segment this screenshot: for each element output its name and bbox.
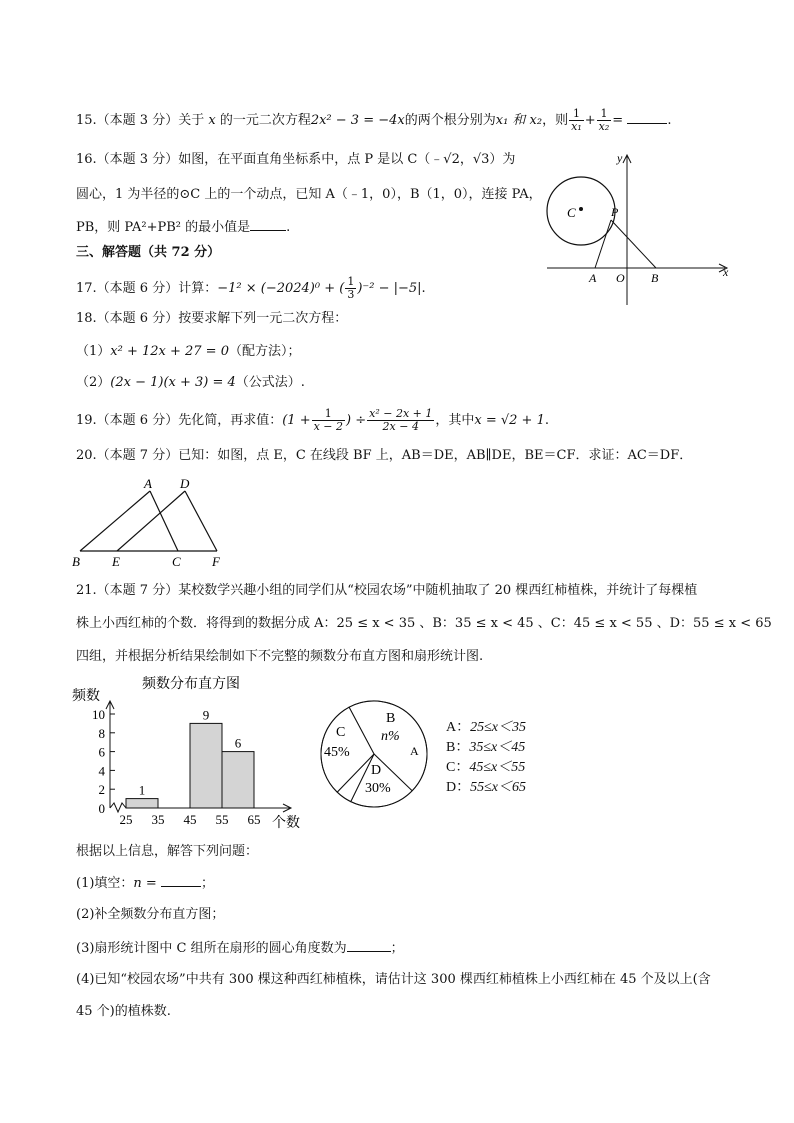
q21-line2: 株上小西红柿的个数．将得到的数据分成 A：25 ≤ x < 35 、B：35 ≤ x < 45 、C：45 ≤ x < 55 、D：55 ≤ x < 65 <box>76 616 772 631</box>
histogram-xtick-25: 25 <box>119 812 133 827</box>
histogram-ytick-8: 8 <box>98 725 105 741</box>
q16-answer-blank[interactable] <box>250 217 286 231</box>
q20-figure <box>70 476 240 571</box>
histogram-axis-break <box>110 803 126 812</box>
q15-mid2: 的两个根分别为 <box>404 113 496 128</box>
pie-label-c: C <box>336 725 346 740</box>
histogram-bar-label-25-35: 1 <box>138 782 146 798</box>
q16-line3: PB，则 PA²+PB² 的最小值是 . <box>76 217 290 238</box>
q16-figure <box>545 150 735 310</box>
q20-label-f: F <box>212 554 220 569</box>
q15-answer-blank[interactable] <box>627 110 667 124</box>
histogram-bar-55-65 <box>222 752 254 808</box>
q15-lead: 15.（本题 3 分）关于 <box>76 113 209 128</box>
q16-line1: 16.（本题 3 分）如图，在平面直角坐标系中，点 P 是以 C（﹣√2，√3）为 <box>76 152 516 167</box>
pie-value-b: n% <box>381 729 400 744</box>
q18-lead: 18.（本题 6 分）按要求解下列一元二次方程： <box>76 311 348 326</box>
histogram-bar-45-55 <box>190 723 222 808</box>
q17-expr-a: −1² × (−2024)⁰ + ( <box>217 281 345 296</box>
q21-sub2: (2)补全频数分布直方图； <box>76 907 225 922</box>
histogram-xtick-55: 55 <box>215 812 229 827</box>
q19: 19.（本题 6 分）先化简，再求值：(1 + $\frac{1}{x - 2}$ ) ÷ $\frac{\text{x² − 2x + 1}}{2x - 4}$ ，其中x = √2 + 1. <box>76 407 549 433</box>
q16-label-x: x <box>723 265 729 279</box>
histogram-ytick-0: 0 <box>98 801 105 816</box>
q18-part1: （1）x² + 12x + 27 = 0（配方法）； <box>76 344 301 359</box>
q20-line-df <box>185 491 217 551</box>
pie-label-b: B <box>386 711 396 726</box>
q21-sub4a: (4)已知“校园农场”中共有 300 棵这种西红柿植株，请估计这 300 棵西红柿植株上小西红柿在 45 个及以上(含 <box>76 972 711 987</box>
q20-text: 20.（本题 7 分）已知：如图，点 E，C 在线段 BF 上，AB＝DE，AB∥DE，BE＝CF．求证：AC＝DF． <box>76 448 693 463</box>
q16-line2: 圆心，1 为半径的⊙C 上的一个动点，已知 A（﹣1，0），B（1，0），连接 PA， <box>76 187 542 202</box>
q21-line3: 四组，并根据分析结果绘制如下不完整的频数分布直方图和扇形统计图. <box>76 649 484 664</box>
q16-segment-pa <box>595 220 611 268</box>
histogram-ytick-6: 6 <box>98 744 105 760</box>
pie-label-a: A <box>410 744 419 758</box>
q15-tail: . <box>667 113 672 128</box>
q16-label-b: B <box>651 271 659 285</box>
q18-eq2: (2x − 1)(x + 3) = 4 <box>110 375 236 390</box>
histogram-bar-25-35 <box>126 799 158 808</box>
q15-var: x <box>208 113 216 128</box>
q16-point-c <box>579 207 583 211</box>
histogram-xtick-65: 65 <box>247 812 261 827</box>
q20-line-ab <box>80 491 150 551</box>
histogram-ylabel: 频数 <box>72 689 100 704</box>
q15-frac2: $\frac{1}{\text{x₂}}$ <box>598 107 610 133</box>
q19-frac2: $\frac{\text{x² − 2x + 1}}{2x - 4}$ <box>369 407 433 433</box>
legend-item-c: C：45≤x＜55 <box>446 760 526 775</box>
q20-label-d: D <box>180 476 190 491</box>
histogram-bar-label-45-55: 9 <box>202 707 210 723</box>
q16-label-p: P <box>611 205 619 219</box>
pie-label-d: D <box>371 763 382 778</box>
legend-item-d: D：55≤x＜65 <box>446 780 527 795</box>
histogram-bar-label-55-65: 6 <box>234 735 242 751</box>
histogram-title: 频数分布直方图 <box>142 677 240 692</box>
q20-label-e: E <box>112 554 120 569</box>
q17-lead: 17.（本题 6 分）计算： <box>76 281 218 296</box>
legend-item-b: B：35≤x＜45 <box>446 740 526 755</box>
q21-after: 根据以上信息，解答下列问题： <box>76 844 259 859</box>
q20-line-ac <box>150 491 178 551</box>
q15-equation: 2x² − 3 = −4x <box>310 113 405 128</box>
q21-sub1: (1)填空：n = ； <box>76 873 214 894</box>
pie-value-c: 45% <box>324 745 350 760</box>
q16-label-o: O <box>616 271 625 285</box>
q19-frac1: $\frac{1}{x - 2}$ <box>313 407 344 433</box>
q16-label-c: C <box>567 205 576 220</box>
histogram-chart <box>68 672 308 834</box>
q21-angle-blank[interactable] <box>347 938 391 952</box>
q17-frac: $\frac{1}{3}$ <box>347 275 355 301</box>
histogram-xtick-45: 45 <box>183 812 197 827</box>
q21-sub4b: 45 个)的植株数. <box>76 1004 171 1019</box>
pie-legend <box>446 718 526 798</box>
histogram-xtick-35: 35 <box>151 812 165 827</box>
q15-then: ，则 <box>542 113 569 128</box>
q15: 15.（本题 3 分）关于 x 的一元二次方程2x² − 3 = −4x的两个根分别为x₁ 和 x₂，则 $\frac{1}{\text{x₁}}$ + $\frac{1}{\text{x₂}}$ = . <box>76 107 672 133</box>
q15-roots: x₁ 和 x₂ <box>495 113 543 128</box>
q18-eq1: x² + 12x + 27 = 0 <box>110 344 229 359</box>
q17-expr-b: )⁻² − |−5| <box>357 281 422 296</box>
q18-part2: （2）(2x − 1)(x + 3) = 4（公式法）. <box>76 375 305 390</box>
histogram-ytick-4: 4 <box>98 763 105 779</box>
pie-chart <box>310 698 438 810</box>
q19-lead: 19.（本题 6 分）先化简，再求值： <box>76 413 283 428</box>
histogram-ytick-10: 10 <box>92 707 105 722</box>
q21-line1: 21.（本题 7 分）某校数学兴趣小组的同学们从“校园农场”中随机抽取了 20 棵西红柿植株，并统计了每棵植 <box>76 583 698 598</box>
q15-mid1: 的一元二次方程 <box>215 113 311 128</box>
q20-line-de <box>117 491 185 551</box>
q15-frac1: $\frac{1}{\text{x₁}}$ <box>571 107 582 133</box>
q16-segment-pb <box>611 220 656 268</box>
q16-label-a: A <box>589 271 597 285</box>
q16-label-y: y <box>617 151 623 165</box>
q21-n-blank[interactable] <box>161 873 201 887</box>
histogram-ytick-2: 2 <box>98 782 105 798</box>
q16-line3-text: PB，则 PA²+PB² 的最小值是 <box>76 220 251 235</box>
q20-label-c: C <box>172 554 181 569</box>
histogram-xlabel: 个数 <box>272 816 300 831</box>
q19-value: x = √2 + 1 <box>474 413 545 428</box>
q17: 17.（本题 6 分）计算：−1² × (−2024)⁰ + ( $\frac{1}{3}$ )⁻² − |−5|. <box>76 275 426 301</box>
pie-value-d: 30% <box>365 781 391 796</box>
section-3-heading: 三、解答题（共 72 分） <box>76 245 221 260</box>
legend-item-a: A：25≤x＜35 <box>446 720 527 735</box>
q20-label-a: A <box>144 476 152 491</box>
q21-sub3: (3)扇形统计图中 C 组所在扇形的圆心角度数为 ； <box>76 938 404 959</box>
q20-label-b: B <box>72 554 80 569</box>
